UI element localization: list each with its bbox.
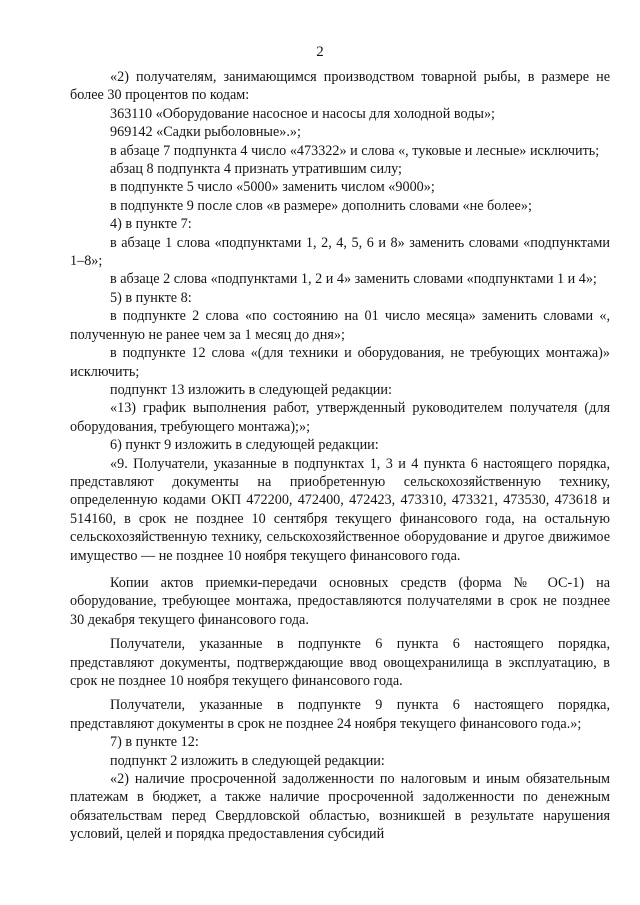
paragraph: 5) в пункте 8: (110, 289, 192, 306)
paragraph: 4) в пункте 7: (110, 216, 192, 233)
paragraph: «2) наличие просроченной задолженности по налоговым и иным обязательным платежам в бюджет, а также наличие просроченной задолженности по денежным обязательствам перед Свердловской областью, возникшей в результате нарушения условий, целей и порядка предоставления субсидий (70, 771, 610, 843)
paragraph: в абзаце 7 подпункта 4 число «473322» и слова «, туковые и лесные» исключить; (110, 142, 600, 159)
paragraph: Получатели, указанные в подпункте 6 пункта 6 настоящего порядка, представляют документы, подтверждающие ввод овощехранилища в эксплуатацию, в срок не позднее 10 ноября текущего финансового года. (70, 636, 610, 689)
paragraph: «13) график выполнения работ, утвержденный руководителем получателя (для оборудования, требующего монтажа);»; (70, 400, 610, 435)
paragraph: Копии актов приемки-передачи основных средств (форма № ОС-1) на оборудование, требующее монтажа, предоставляются получателями в срок не позднее 30 декабря текущего финансового года. (70, 574, 610, 628)
paragraph: 969142 «Садки рыболовные».»; (110, 124, 301, 141)
paragraph: подпункт 13 изложить в следующей редакции: (110, 381, 392, 398)
page-number: 2 (316, 44, 324, 60)
paragraph: абзац 8 подпункта 4 признать утратившим силу; (110, 161, 402, 178)
paragraph: 6) пункт 9 изложить в следующей редакции: (110, 437, 379, 454)
paragraph: в подпункте 12 слова «(для техники и оборудования, не требующих монтажа)» исключить; (70, 345, 610, 380)
paragraph: 363110 «Оборудование насосное и насосы для холодной воды»; (110, 105, 495, 122)
paragraph: в подпункте 5 число «5000» заменить числом «9000»; (110, 179, 435, 196)
paragraph: в абзаце 1 слова «подпунктами 1, 2, 4, 5, 6 и 8» заменить словами «подпунктами 1–8»; (70, 234, 610, 270)
paragraph: в абзаце 2 слова «подпунктами 1, 2 и 4» заменить словами «подпунктами 1 и 4»; (110, 271, 597, 288)
paragraph: «2) получателям, занимающимся производством товарной рыбы, в размере не более 30 процентов по кодам: (70, 69, 610, 104)
paragraph: в подпункте 9 после слов «в размере» дополнить словами «не более»; (110, 197, 532, 214)
document-body (70, 68, 610, 844)
paragraph: «9. Получатели, указанные в подпунктах 1, 3 и 4 пункта 6 настоящего порядка, представляют документы на приобретенную сельскохозяйственную технику, определенную кодами ОКП 472200, 472400, 472423, 473310, 473321, 473530, 473618 и 514160, в срок не позднее 10 сентября текущего финансового года, на остальную сельскохозяйственную технику, сельскохозяйственное оборудование и другое движимое имущество — не позднее 10 ноября текущего финансового года. (70, 455, 610, 564)
paragraph: в подпункте 2 слова «по состоянию на 01 число месяца» заменить словами «, полученную не ранее чем за 1 месяц до дня»; (70, 308, 610, 343)
paragraph: Получатели, указанные в подпункте 9 пункта 6 настоящего порядка, представляют документы в срок не позднее 24 ноября текущего финансового года.»; (70, 697, 610, 732)
paragraph: 7) в пункте 12: (110, 734, 199, 751)
paragraph: подпункт 2 изложить в следующей редакции: (110, 752, 385, 769)
